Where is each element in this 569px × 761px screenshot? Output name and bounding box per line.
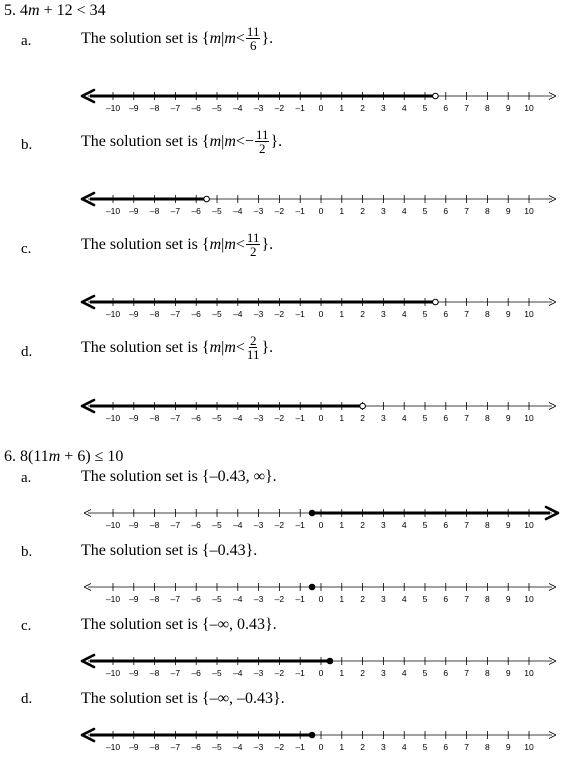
tick-label: 5: [422, 520, 428, 530]
option-letter-5a[interactable]: a.: [21, 33, 32, 49]
tick-label: 1: [339, 413, 345, 423]
open-endpoint: [433, 299, 439, 305]
tick-label: 10: [524, 520, 534, 530]
tick-label: –4: [233, 413, 243, 423]
tick-label: –8: [149, 742, 160, 752]
tick-label: –8: [149, 309, 160, 319]
tick-label: 2: [360, 742, 365, 752]
tick-label: 0: [318, 309, 324, 319]
option-letter-6b[interactable]: b.: [21, 544, 33, 560]
tick-label: 10: [524, 413, 534, 423]
tick-label: 4: [401, 668, 407, 678]
number-line-5a: [0, 80, 569, 120]
tick-label: –1: [295, 309, 305, 319]
question-number: 6. 8(11: [4, 448, 49, 465]
tick-label: 9: [505, 206, 511, 216]
tick-label: –4: [233, 309, 243, 319]
tick-label: 3: [381, 413, 386, 423]
tick-label: 7: [464, 520, 469, 530]
option-letter-6d[interactable]: d.: [21, 691, 33, 707]
tick-label: –10: [105, 103, 121, 113]
tick-label: 1: [339, 103, 345, 113]
tick-label: 1: [339, 520, 345, 530]
tick-label: 9: [505, 520, 511, 530]
number-line-6b: [0, 571, 569, 611]
tick-label: –9: [129, 668, 139, 678]
tick-label: 2: [360, 309, 365, 319]
tick-label: 4: [401, 520, 407, 530]
option-letter-6a[interactable]: a.: [21, 470, 32, 486]
tick-label: 6: [443, 206, 449, 216]
tick-label: –2: [274, 206, 285, 216]
fraction: $\frac{11}{2}$: [246, 230, 260, 259]
tick-label: 0: [318, 413, 324, 423]
tick-label: 3: [381, 103, 386, 113]
tick-label: 0: [318, 520, 324, 530]
tick-label: 1: [339, 668, 345, 678]
tick-label: –3: [253, 668, 264, 678]
tick-label: 6: [443, 309, 449, 319]
tick-label: 8: [485, 742, 490, 752]
option-statement-6c[interactable]: The solution set is {–∞, 0.43}.: [81, 616, 277, 633]
tick-label: –8: [149, 103, 160, 113]
tick-label: –10: [105, 742, 121, 752]
tick-label: 1: [339, 206, 345, 216]
tick-label: –3: [253, 206, 264, 216]
tick-label: 8: [485, 206, 490, 216]
inequality-rest: + 12 < 34: [39, 2, 106, 19]
tick-label: 1: [339, 742, 345, 752]
tick-label: –5: [212, 309, 222, 319]
tick-label: 5: [422, 668, 428, 678]
tick-label: 6: [443, 594, 449, 604]
tick-label: –1: [295, 520, 305, 530]
tick-label: 7: [464, 668, 469, 678]
tick-label: 0: [318, 594, 324, 604]
closed-endpoint: [327, 658, 333, 664]
tick-label: 6: [443, 668, 449, 678]
tick-label: –4: [233, 668, 243, 678]
tick-label: 9: [505, 668, 511, 678]
tick-label: –9: [129, 413, 139, 423]
option-statement-5d[interactable]: The solution set is { m | m < $\frac{2}{11}$ }.: [81, 333, 274, 362]
tick-label: –10: [105, 668, 121, 678]
tick-label: –7: [170, 309, 181, 319]
tick-label: –8: [149, 668, 160, 678]
open-endpoint: [204, 196, 210, 202]
tick-label: –4: [233, 206, 243, 216]
open-endpoint: [433, 93, 439, 99]
tick-label: 3: [381, 668, 386, 678]
inequality-rest: + 6) ≤ 10: [60, 448, 124, 465]
tick-label: –10: [105, 309, 121, 319]
tick-label: 8: [485, 413, 490, 423]
tick-label: 2: [360, 103, 365, 113]
tick-label: –2: [274, 520, 285, 530]
tick-label: 10: [524, 206, 534, 216]
tick-label: 3: [381, 309, 386, 319]
tick-label: –3: [253, 520, 264, 530]
variable: m: [28, 2, 40, 19]
tick-label: 10: [524, 103, 534, 113]
tick-label: –5: [212, 413, 222, 423]
tick-label: –9: [129, 594, 139, 604]
closed-endpoint: [309, 584, 315, 590]
tick-label: –5: [212, 742, 222, 752]
option-statement-6a[interactable]: The solution set is {–0.43, ∞}.: [81, 468, 277, 485]
inequality-coefficient: 4: [20, 2, 28, 19]
tick-label: –5: [212, 520, 222, 530]
tick-label: 4: [401, 309, 407, 319]
tick-label: –10: [105, 413, 121, 423]
option-letter-5c[interactable]: c.: [21, 241, 32, 257]
tick-label: –1: [295, 103, 305, 113]
tick-label: 10: [524, 668, 534, 678]
tick-label: 7: [464, 413, 469, 423]
tick-label: 4: [401, 594, 407, 604]
tick-label: –1: [295, 594, 305, 604]
tick-label: 3: [381, 206, 386, 216]
tick-label: 9: [505, 413, 511, 423]
tick-label: 7: [464, 309, 469, 319]
tick-label: 7: [464, 594, 469, 604]
tick-label: 6: [443, 742, 449, 752]
tick-label: –2: [274, 594, 285, 604]
tick-label: 3: [381, 520, 386, 530]
tick-label: 1: [339, 594, 345, 604]
question-number: 5.: [4, 2, 16, 19]
tick-label: 5: [422, 309, 428, 319]
option-statement-5b[interactable]: The solution set is { m | m < − $\frac{11}{2}$ }.: [81, 127, 283, 156]
option-statement-5a[interactable]: The solution set is { m | m < $\frac{11}{6}$ }.: [81, 24, 274, 53]
fraction: $\frac{2}{11}$: [246, 333, 260, 362]
tick-label: 6: [443, 520, 449, 530]
tick-label: –9: [129, 206, 139, 216]
number-line-6a: [0, 497, 569, 537]
tick-label: 9: [505, 742, 511, 752]
option-letter-6c[interactable]: c.: [21, 618, 32, 634]
variable: m: [48, 448, 61, 465]
tick-label: 7: [464, 206, 469, 216]
tick-label: –2: [274, 668, 285, 678]
tick-label: –6: [191, 520, 201, 530]
tick-label: –2: [274, 309, 285, 319]
fraction: $\frac{11}{2}$: [255, 127, 269, 156]
tick-label: –2: [274, 742, 285, 752]
tick-label: 10: [524, 594, 534, 604]
tick-label: –6: [191, 742, 201, 752]
tick-label: –3: [253, 742, 264, 752]
question-5-header: [4, 2, 106, 20]
tick-label: –3: [253, 309, 264, 319]
tick-label: –7: [170, 413, 181, 423]
tick-label: –7: [170, 594, 181, 604]
tick-label: 3: [381, 742, 386, 752]
tick-label: 8: [485, 103, 490, 113]
tick-label: –3: [253, 413, 264, 423]
tick-label: –7: [170, 103, 181, 113]
tick-label: 8: [485, 520, 490, 530]
tick-label: 8: [485, 594, 490, 604]
tick-label: –1: [295, 742, 305, 752]
tick-label: 6: [443, 413, 449, 423]
tick-label: –6: [191, 309, 201, 319]
number-line-6d: [0, 719, 569, 759]
tick-label: 5: [422, 594, 428, 604]
tick-label: –10: [105, 520, 121, 530]
tick-label: –1: [295, 206, 305, 216]
fraction: $\frac{11}{6}$: [246, 24, 260, 53]
tick-label: –6: [191, 413, 201, 423]
closed-endpoint: [309, 510, 315, 516]
tick-label: –2: [274, 103, 285, 113]
tick-label: 0: [318, 668, 324, 678]
tick-label: 5: [422, 413, 428, 423]
option-statement-6d[interactable]: The solution set is {–∞, –0.43}.: [81, 690, 285, 707]
tick-label: –7: [170, 520, 181, 530]
tick-label: –4: [233, 103, 243, 113]
tick-label: –10: [105, 594, 121, 604]
tick-label: 2: [360, 594, 365, 604]
closed-endpoint: [309, 732, 315, 738]
tick-label: 7: [464, 103, 469, 113]
tick-label: –6: [191, 594, 201, 604]
tick-label: 5: [422, 206, 428, 216]
tick-label: 9: [505, 594, 511, 604]
tick-label: 4: [401, 742, 407, 752]
tick-label: –1: [295, 413, 305, 423]
tick-label: –5: [212, 668, 222, 678]
tick-label: –9: [129, 103, 139, 113]
tick-label: 0: [318, 206, 324, 216]
tick-label: –6: [191, 206, 201, 216]
tick-label: –10: [105, 206, 121, 216]
tick-label: –1: [295, 668, 305, 678]
tick-label: –6: [191, 103, 201, 113]
tick-label: –3: [253, 103, 264, 113]
tick-label: 8: [485, 309, 490, 319]
tick-label: 4: [401, 206, 407, 216]
tick-label: –9: [129, 742, 139, 752]
tick-label: 4: [401, 413, 407, 423]
tick-label: –9: [129, 309, 139, 319]
tick-label: –6: [191, 668, 201, 678]
tick-label: –9: [129, 520, 139, 530]
number-line-6c: [0, 645, 569, 685]
option-statement-6b[interactable]: The solution set is {–0.43}.: [81, 542, 258, 559]
tick-label: –8: [149, 413, 160, 423]
tick-label: 1: [339, 309, 345, 319]
tick-label: 2: [360, 206, 365, 216]
tick-label: 9: [505, 309, 511, 319]
tick-label: –5: [212, 594, 222, 604]
option-letter-5b[interactable]: b.: [21, 137, 33, 153]
tick-label: 8: [485, 668, 490, 678]
number-line-5d: [0, 390, 569, 430]
tick-label: 0: [318, 103, 324, 113]
tick-label: –4: [233, 594, 243, 604]
tick-label: –4: [233, 742, 243, 752]
tick-label: –8: [149, 520, 160, 530]
number-line-5c: [0, 286, 569, 326]
tick-label: 10: [524, 309, 534, 319]
tick-label: 10: [524, 742, 534, 752]
tick-label: 4: [401, 103, 407, 113]
tick-label: 5: [422, 742, 428, 752]
tick-label: –2: [274, 413, 285, 423]
tick-label: –7: [170, 742, 181, 752]
tick-label: 0: [318, 742, 324, 752]
tick-label: –5: [212, 103, 222, 113]
tick-label: 2: [360, 668, 365, 678]
tick-label: –5: [212, 206, 222, 216]
tick-label: 3: [381, 594, 386, 604]
option-letter-5d[interactable]: d.: [21, 344, 33, 360]
number-line-5b: [0, 183, 569, 223]
tick-label: 5: [422, 103, 428, 113]
tick-label: 2: [360, 520, 365, 530]
tick-label: –7: [170, 668, 181, 678]
question-6-header: [4, 448, 123, 466]
tick-label: –4: [233, 520, 243, 530]
tick-label: –7: [170, 206, 181, 216]
tick-label: –8: [149, 594, 160, 604]
tick-label: 2: [360, 413, 365, 423]
open-endpoint: [360, 403, 366, 409]
tick-label: –8: [149, 206, 160, 216]
tick-label: 6: [443, 103, 449, 113]
option-statement-5c[interactable]: The solution set is { m | m < $\frac{11}{2}$ }.: [81, 230, 274, 259]
tick-label: –3: [253, 594, 264, 604]
tick-label: 7: [464, 742, 469, 752]
tick-label: 9: [505, 103, 511, 113]
